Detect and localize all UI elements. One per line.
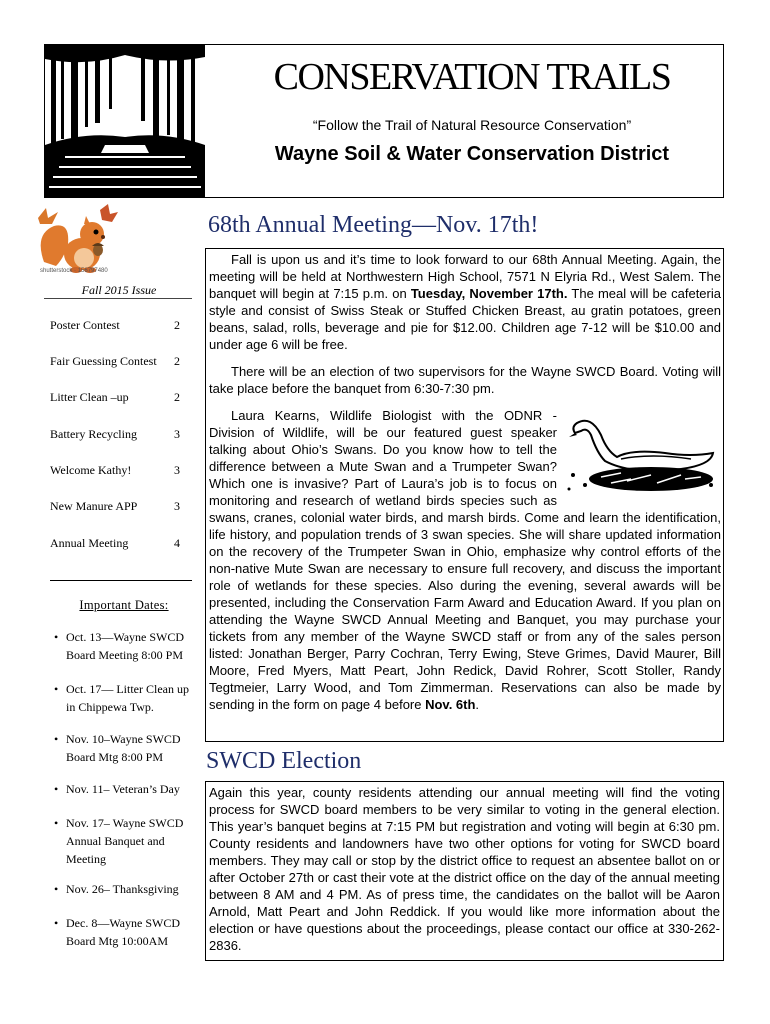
toc-item: Battery Recycling 3 [50, 427, 180, 441]
squirrel-clipart [34, 204, 120, 278]
date-item: • Nov. 26– Thanksgiving [54, 882, 179, 896]
article-headline: 68th Annual Meeting—Nov. 17th! [208, 212, 539, 238]
issue-label: Fall 2015 Issue [81, 283, 157, 297]
date-item: • Oct. 17— Litter Clean up in Chippewa Twp. [54, 682, 189, 714]
date-item: • Oct. 13—Wayne SWCD Board Meeting 8:00 PM [54, 630, 185, 662]
toc-item: Welcome Kathy! 3 [50, 463, 180, 477]
toc-item: Fair Guessing Contest 2 [50, 354, 180, 368]
article-paragraph: Fall is upon us and it’s time to look forward to our 68th Annual Meeting. Again, the meeting will be held at Northwestern High School, 7571 N Elyria Rd., West Salem. The banquet will begin at 7:15 p.m. on Tuesday, November 17th. The meal will be cafeteria style and consist of Swiss Steak or Stuffed Chicken Breast, au gratin potatoes, green beans, salad, rolls, beverage and pie for $12.00. Children age 7-12 will be $10.00 and under age 6 will be free. [209, 252, 721, 352]
divider [44, 298, 192, 299]
image-credit: shutterstock · 156797480 [40, 268, 108, 274]
article-paragraph: Laura Kearns, Wildlife Biologist with the ODNR - Division of Wildlife, will be our featured guest speaker talking about Ohio’s Swans. Do you know how to tell the difference between a Mute Swan and a Trumpeter Swan? Which one is invasive? Part of Laura’s job is to focus on monitoring and research of wetland birds species such as swans, cranes, colonial water birds, and marsh birds. Come and learn the identification, life history, and population trends of 3 swan species. She will share updated information on the recovery of the Trumpeter Swan in Ohio, emphasize why control efforts of the non-native Mute Swan are necessary to ensure full recovery, and discuss the important role of wetlands for these species. Also during the evening, several awards will be presented, including the Conservation Farm Award and Education Award. If you plan on attending the Wayne SWCD Annual Meeting and Banquet, you may purchase your tickets from any member of the Wayne SWCD staff or from any of the sales person listed: Jonathan Berger, Parry Cochran, Terry Ewing, Steve Grimes, David Maurer, Bill Moore, Fred Myers, Matt Peart, John Redick, David Rohrer, Scott Stoller, Randy Tegtmeier, Larry Wood, and Tom Zimmerman. Reservations can also be made by sending in the form on page 4 before Nov. 6th. [209, 408, 721, 712]
forest-trail-illustration [45, 45, 205, 197]
date-item: • Nov. 11– Veteran’s Day [54, 782, 180, 796]
toc-item: Litter Clean –up 2 [50, 390, 180, 404]
newsletter-title: CONSERVATION TRAILS [273, 56, 671, 98]
swan-illustration [561, 413, 721, 497]
toc-item: New Manure APP 3 [50, 499, 180, 513]
article-paragraph: Again this year, county residents attending our annual meeting will find the voting process for SWCD board members to be very similar to voting in the general election. This year’s banquet begins at 7:15 PM but registration and voting will begin at 6:30 pm. County residents and landowners have two other options for voting for SWCD board members. They may call or stop by the district office to request an absentee ballot on or after October 27th or cast their vote at the district office on the day of the annual meeting between 8 AM and 4 PM. As of press time, the candidates on the ballot will be Aaron Arnold, Matt Peart and John Reddick. If you would like more information about the election or have questions about the proceedings, please contact our office at 330-262-2836. [209, 785, 720, 953]
toc-item: Annual Meeting 4 [50, 536, 180, 550]
date-item: • Nov. 10–Wayne SWCD Board Mtg 8:00 PM [54, 732, 181, 764]
district-name: Wayne Soil & Water Conservation District [274, 143, 670, 165]
article-headline: SWCD Election [206, 748, 362, 774]
article-paragraph: There will be an election of two supervisors for the Wayne SWCD Board. Voting will take place before the banquet from 6:30-7:30 pm. [209, 364, 721, 396]
date-item: • Nov. 17– Wayne SWCD Annual Banquet and Meeting [54, 816, 184, 866]
divider [50, 580, 192, 581]
toc-item: Poster Contest 2 [50, 318, 180, 332]
election-article [205, 781, 724, 961]
date-item: • Dec. 8—Wayne SWCD Board Mtg 10:00AM [54, 916, 181, 948]
tagline: “Follow the Trail of Natural Resource Conservation” [312, 117, 632, 133]
annual-meeting-article [205, 248, 724, 742]
masthead [44, 44, 724, 198]
important-dates-heading: Important Dates: [79, 598, 169, 612]
